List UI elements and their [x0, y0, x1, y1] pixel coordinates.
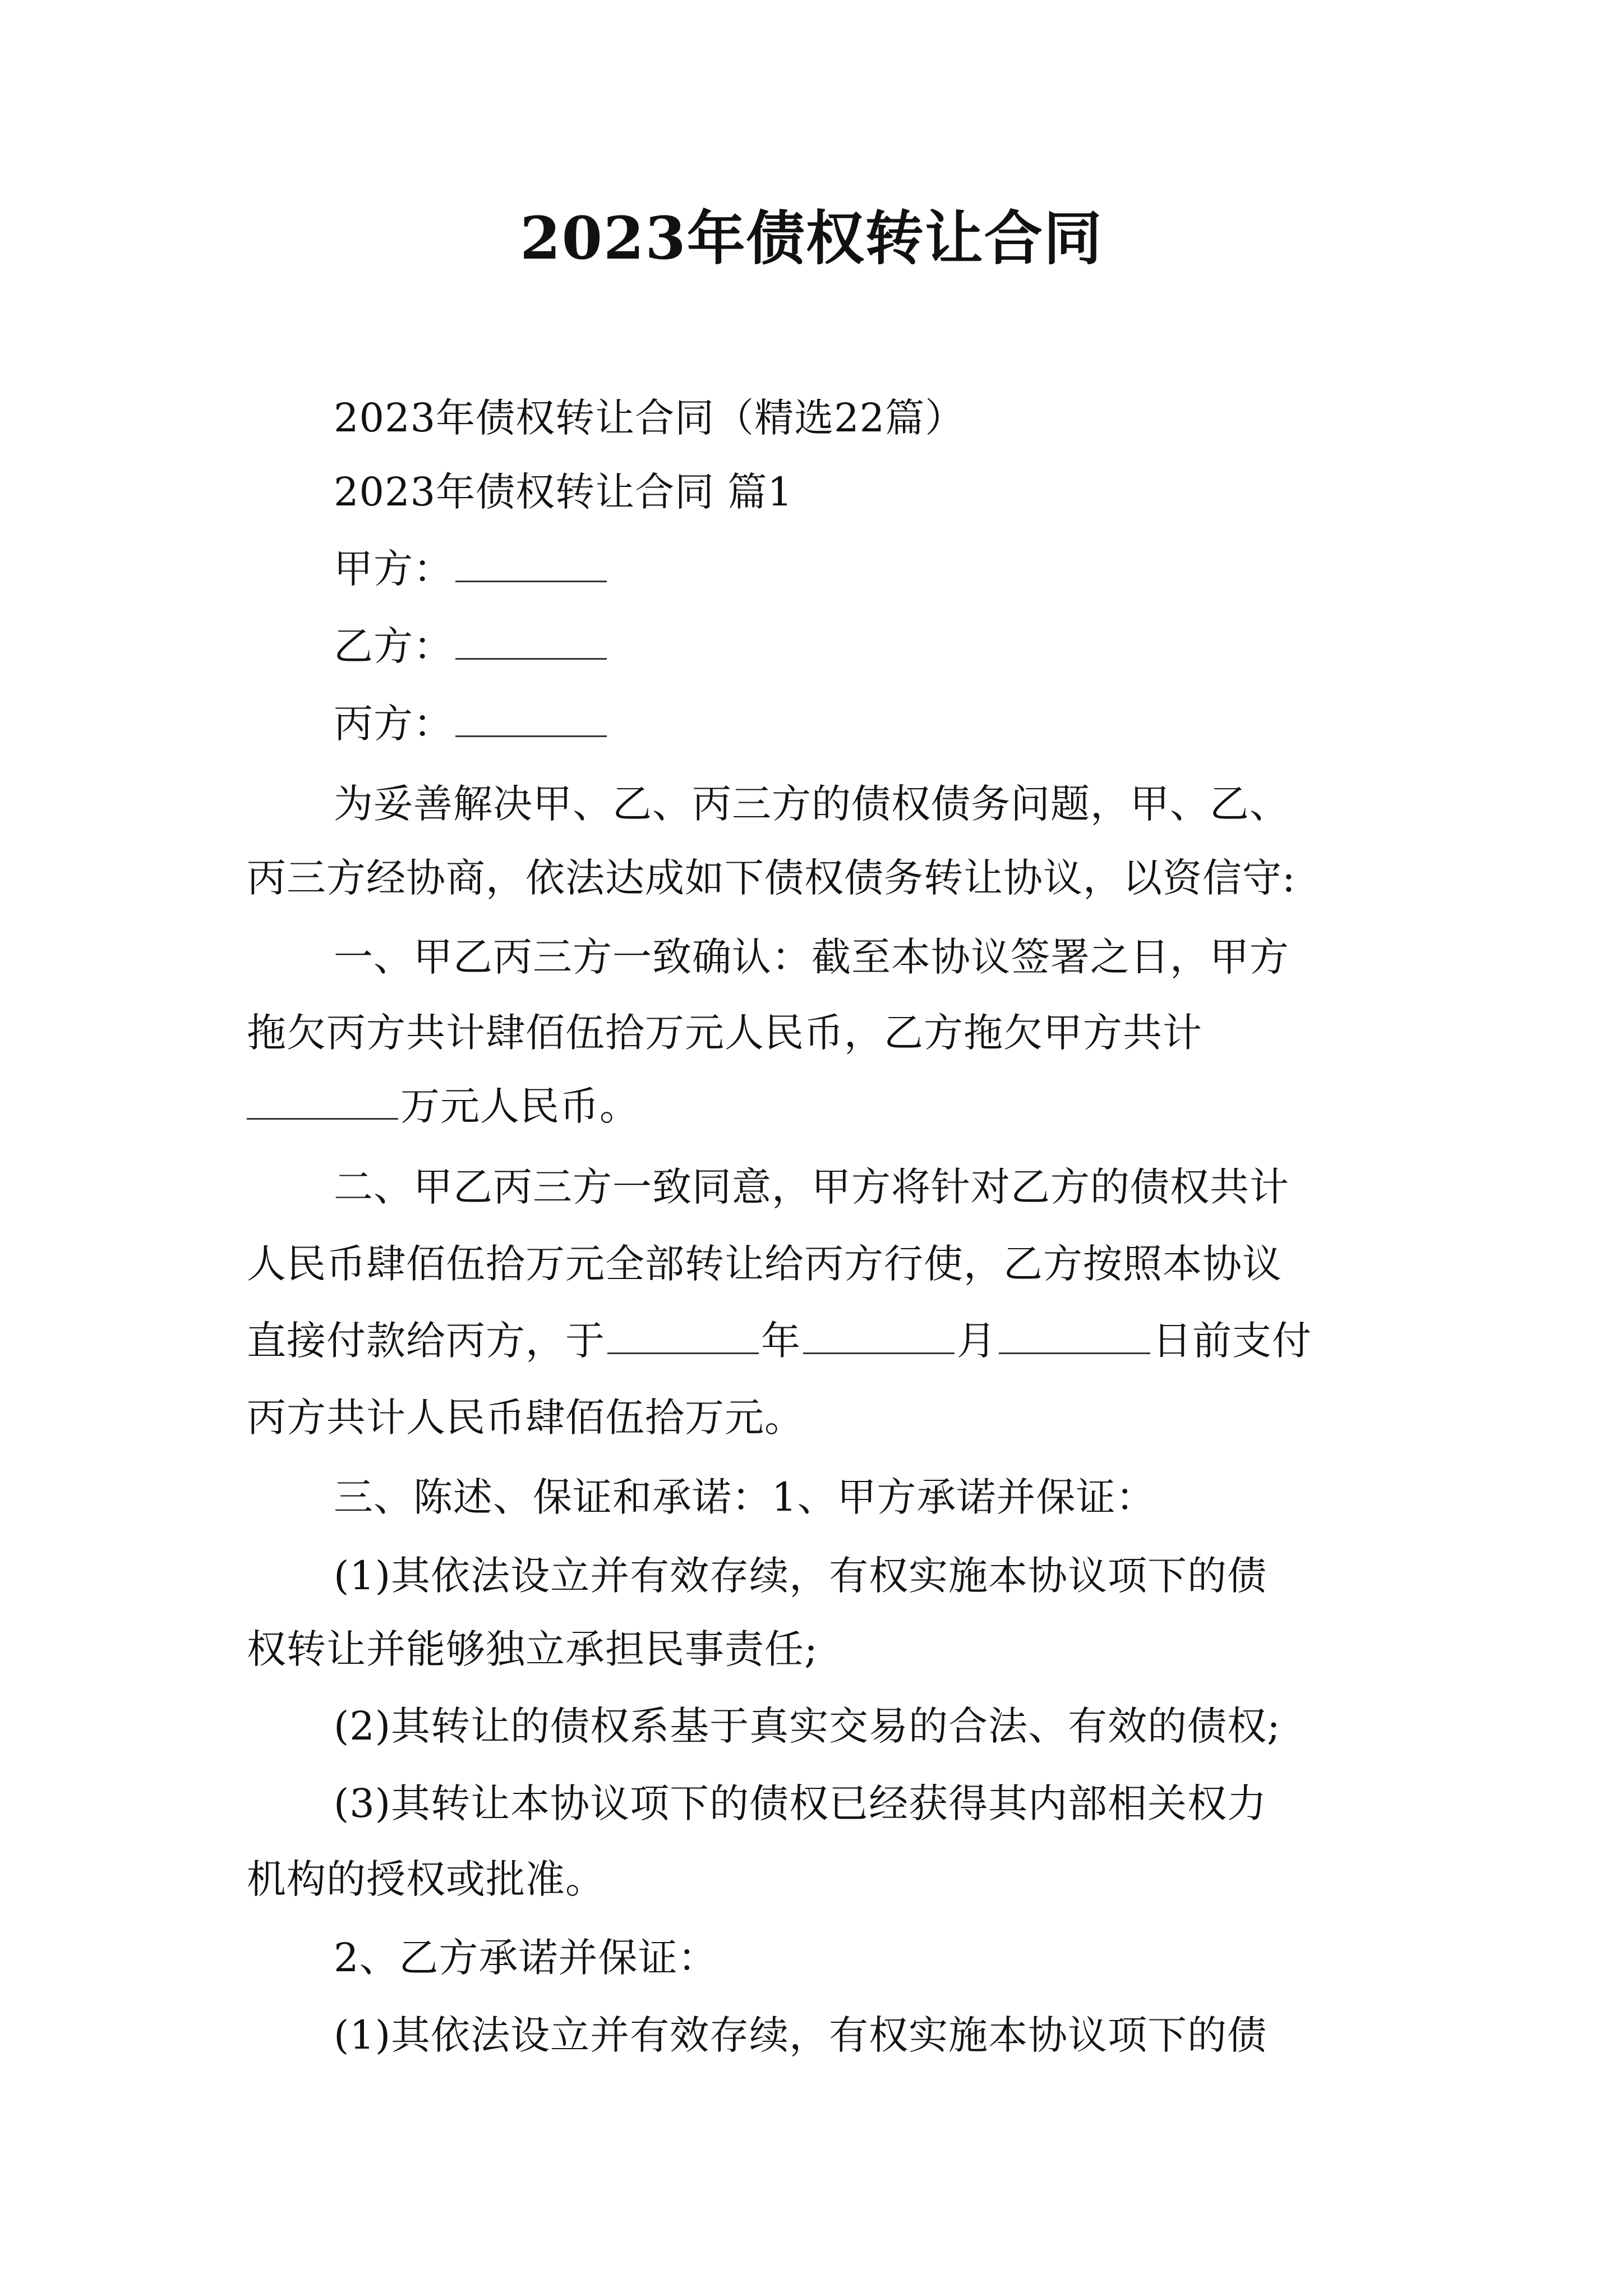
party-a-line	[334, 541, 609, 597]
clause2-line-3	[247, 1313, 1312, 1369]
clause2-line-3-part4: 日前支付	[1152, 1318, 1312, 1364]
party-c-label: 丙方：	[334, 701, 453, 747]
clause2-line-3-part1: 直接付款给丙方，于	[247, 1318, 605, 1364]
clause1-line-3	[247, 1078, 639, 1134]
year-blank	[607, 1319, 759, 1354]
clause2-line-1: 二、甲乙丙三方一致同意，甲方将针对乙方的债权共计	[334, 1164, 1289, 1210]
amount-blank	[247, 1084, 398, 1120]
month-blank	[803, 1319, 955, 1354]
section-heading: 2023年债权转让合同 篇1	[334, 469, 793, 515]
clause3-a3-line-1: (3)其转让本协议项下的债权已经获得其内部相关权力	[334, 1780, 1267, 1826]
clause1-line-2: 拖欠丙方共计肆佰伍拾万元人民币，乙方拖欠甲方共计	[247, 1010, 1202, 1056]
clause3-a2: (2)其转让的债权系基于真实交易的合法、有效的债权;	[334, 1703, 1281, 1749]
party-a-blank	[455, 547, 607, 582]
party-b-blank	[455, 624, 607, 660]
clause1-line-3-text: 万元人民币。	[400, 1083, 639, 1129]
clause2-line-3-part3: 月	[957, 1318, 997, 1364]
clause2-line-4: 丙方共计人民币肆佰伍拾万元。	[247, 1395, 804, 1441]
party-b-line	[334, 618, 609, 674]
intro-line-1: 为妥善解决甲、乙、丙三方的债权债务问题，甲、乙、	[334, 781, 1289, 827]
clause3-b-heading: 2、乙方承诺并保证：	[334, 1935, 718, 1981]
party-a-label: 甲方：	[334, 546, 453, 592]
party-c-blank	[455, 702, 607, 737]
clause2-line-3-part2: 年	[761, 1318, 801, 1364]
document-title: 2023年债权转让合同	[520, 204, 1103, 273]
party-b-label: 乙方：	[334, 623, 453, 669]
clause3-a1-line-1: (1)其依法设立并有效存续，有权实施本协议项下的债	[334, 1553, 1267, 1599]
document-subtitle: 2023年债权转让合同（精选22篇）	[334, 395, 965, 441]
intro-line-2: 丙三方经协商，依法达成如下债权债务转让协议，以资信守:	[247, 855, 1296, 901]
clause2-line-2: 人民币肆佰伍拾万元全部转让给丙方行使，乙方按照本协议	[247, 1241, 1282, 1287]
clause3-a3-line-2: 机构的授权或批准。	[247, 1856, 605, 1902]
clause1-line-1: 一、甲乙丙三方一致确认：截至本协议签署之日，甲方	[334, 934, 1289, 980]
clause3-a1-line-2: 权转让并能够独立承担民事责任;	[247, 1626, 818, 1672]
clause3-heading: 三、陈述、保证和承诺：1、甲方承诺并保证：	[334, 1474, 1156, 1520]
clause3-b1-line-1: (1)其依法设立并有效存续，有权实施本协议项下的债	[334, 2012, 1267, 2058]
day-blank	[999, 1319, 1150, 1354]
party-c-line	[334, 696, 609, 752]
